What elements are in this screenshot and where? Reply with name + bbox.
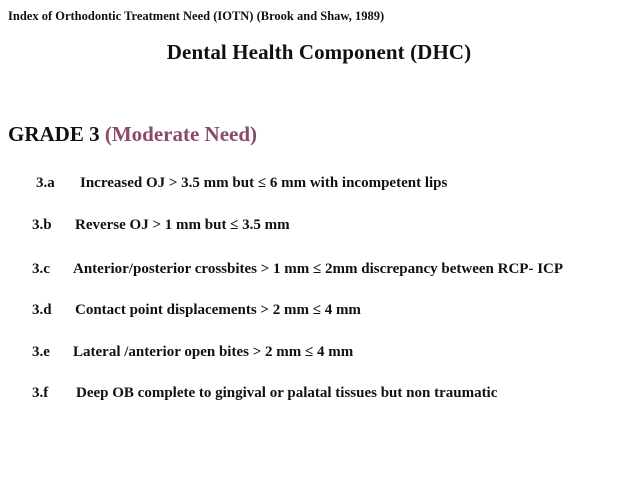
item-description: Contact point displacements > 2 mm ≤ 4 mm: [75, 302, 361, 318]
slide-title: Dental Health Component (DHC): [166, 40, 472, 64]
grade-heading: [8, 122, 257, 147]
item-code: 3.c: [32, 261, 50, 277]
item-code: 3.d: [32, 302, 52, 318]
item-description: Lateral /anterior open bites > 2 mm ≤ 4 mm: [73, 344, 354, 360]
item-code: 3.e: [32, 344, 50, 360]
item-code: 3.a: [36, 175, 55, 191]
grade-label: GRADE 3: [8, 122, 100, 146]
item-description: Deep OB complete to gingival or palatal tissues but non traumatic: [76, 385, 498, 401]
grade-need-label: (Moderate Need): [104, 122, 258, 146]
item-code: 3.f: [32, 385, 49, 401]
item-description: Anterior/posterior crossbites > 1 mm ≤ 2mm discrepancy between RCP- ICP: [73, 261, 564, 277]
citation-text: Index of Orthodontic Treatment Need (IOTN) (Brook and Shaw, 1989): [8, 9, 385, 23]
item-description: Increased OJ > 3.5 mm but ≤ 6 mm with incompetent lips: [80, 175, 448, 191]
item-code: 3.b: [32, 217, 52, 233]
item-description: Reverse OJ > 1 mm but ≤ 3.5 mm: [75, 217, 290, 233]
